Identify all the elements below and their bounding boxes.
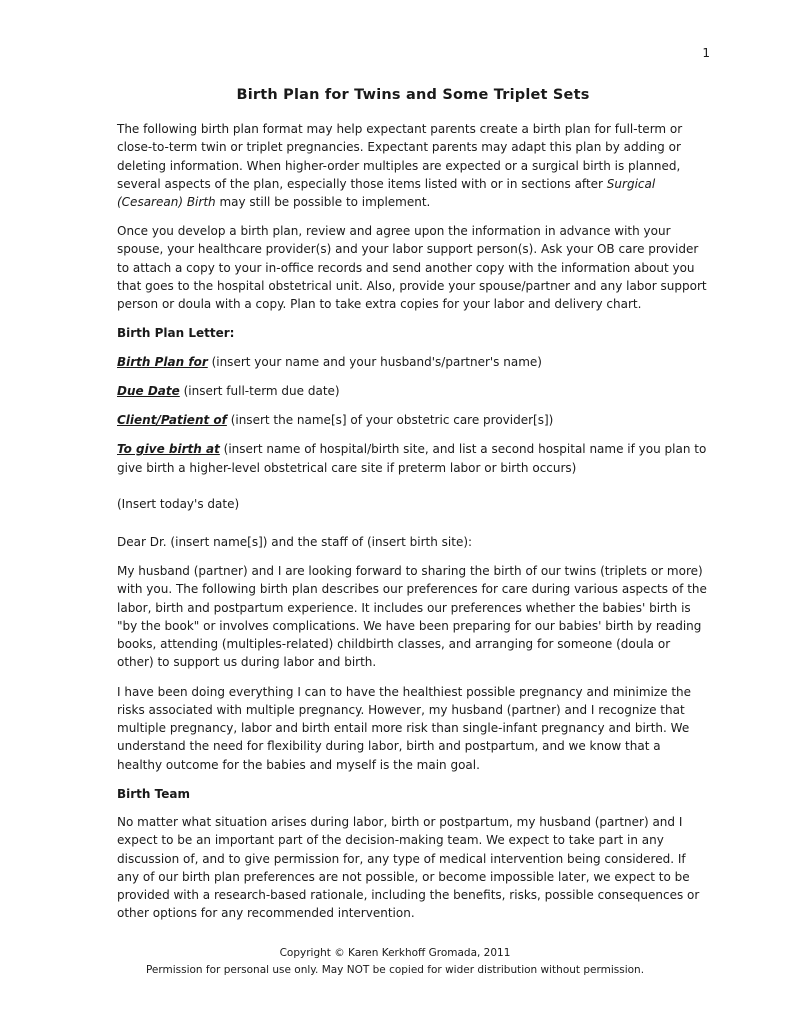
document-title: Birth Plan for Twins and Some Triplet Sets (236, 87, 590, 103)
field-client-patient-of-hint: (insert the name[s] of your obstetric care provider[s]) (226, 413, 554, 428)
page-footer (0, 945, 790, 978)
copyright-line: Copyright © Karen Kerkhoff Gromada, 2011 (279, 947, 511, 960)
page-number: 1 (702, 46, 710, 60)
field-birth-plan-for-hint: (insert your name and your husband's/partner's name) (207, 354, 542, 369)
field-due-date-hint: (insert full-term due date) (179, 383, 340, 398)
letter-paragraph-1: My husband (partner) and I are looking forward to sharing the birth of our twins (triplets or more) with you. The following birth plan describes our preferences for care during various aspects of the labor, birth and postpartum experience. It includes our preferences whether the babies' birth is "by the book" or involves complications. We have been preparing for our babies' birth by reading books, attending (multiples-related) childbirth classes, and arranging for someone (doula or other) to support us during labor and birth. (117, 564, 707, 670)
field-client-patient-of-label: Client/Patient of (117, 413, 227, 428)
field-birth-plan-for-label: Birth Plan for (117, 354, 208, 369)
field-due-date-label: Due Date (117, 383, 180, 398)
field-to-give-birth-at-label: To give birth at (117, 442, 220, 457)
intro-paragraph-1 (117, 120, 709, 211)
salutation-line: Dear Dr. (insert name[s]) and the staff of (insert birth site): (117, 535, 473, 550)
field-to-give-birth-at (117, 440, 709, 476)
field-client-patient-of (117, 411, 709, 429)
intro-paragraph-1-end: may still be possible to implement. (215, 194, 431, 209)
permission-line: Permission for personal use only. May NOT be copied for wider distribution without permission. (145, 963, 645, 976)
intro-paragraph-1-text: The following birth plan format may help expectant parents create a birth plan for full-term or close-to-term twin or triplet pregnancies. Expectant parents may adapt this plan by adding or deleting information. When higher-order multiples are expected or a surgical birth is planned, several aspects of the plan, especially those items listed with or in sections after (117, 122, 683, 191)
intro-paragraph-2: Once you develop a birth plan, review and agree upon the information in advance with your spouse, your healthcare provider(s) and your labor support person(s). Ask your OB care provider to attach a copy to your in-office records and send another copy with the information about you that goes to the hospital obstetrical unit. Also, provide your spouse/partner and any labor support person or doula with a copy. Plan to take extra copies for your labor and delivery chart. (117, 224, 707, 312)
birth-plan-letter-heading: Birth Plan Letter: (117, 326, 235, 341)
field-due-date (117, 382, 709, 400)
birth-team-heading: Birth Team (117, 786, 190, 801)
document-body (117, 84, 709, 933)
surgical-birth-italic-run: Surgical (Cesarean) Birth (117, 176, 656, 209)
field-to-give-birth-at-hint: (insert name of hospital/birth site, and list a second hospital name if you plan to give birth a higher-level obstetrical care site if preterm labor or birth occurs) (117, 442, 707, 475)
birth-team-paragraph: No matter what situation arises during labor, birth or postpartum, my husband (partner) and I expect to be an important part of the decision-making team. We expect to take part in any discussion of, and to give permission for, any type of medical intervention being considered. If any of our birth plan preferences are not possible, or become impossible later, we expect to be provided with a research-based rationale, including the benefits, risks, possible consequences or other options for any recommended intervention. (117, 815, 700, 921)
letter-paragraph-2: I have been doing everything I can to have the healthiest possible pregnancy and minimize the risks associated with multiple pregnancy. However, my husband (partner) and I recognize that multiple pregnancy, labor and birth entail more risk than single-infant pregnancy and birth. We understand the need for flexibility during labor, birth and postpartum, and we know that a healthy outcome for the babies and myself is the main goal. (117, 684, 692, 772)
field-birth-plan-for (117, 353, 709, 371)
insert-date-line: (Insert today's date) (117, 496, 240, 511)
